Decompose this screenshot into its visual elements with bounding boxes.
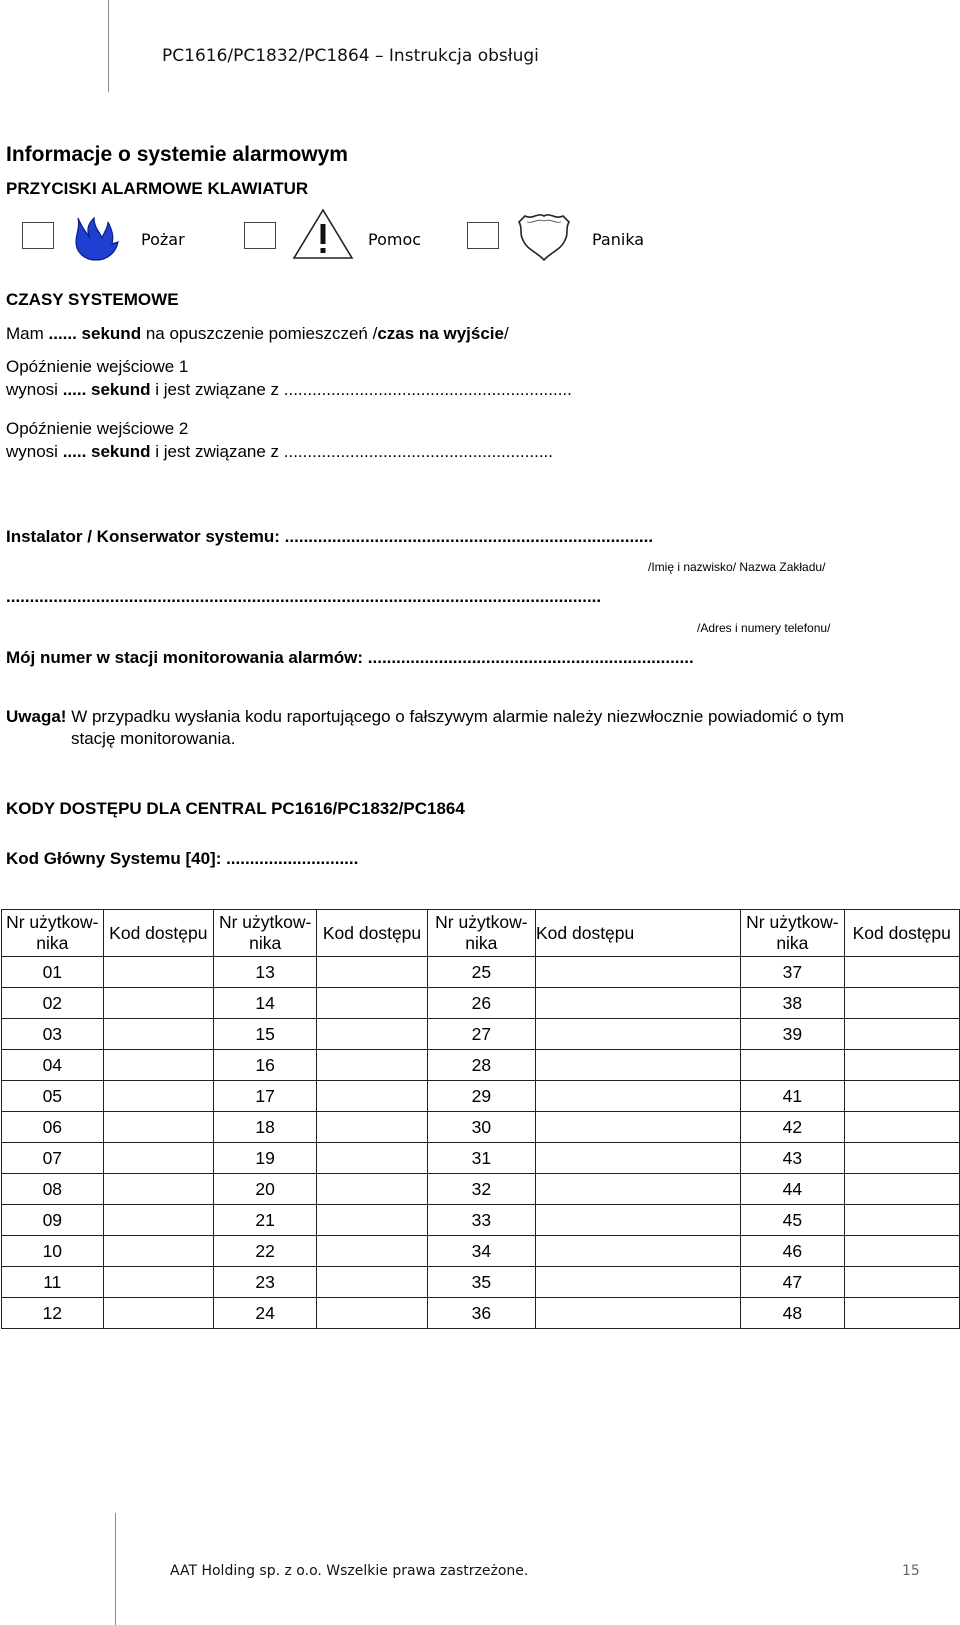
access-code-cell[interactable] (844, 1267, 960, 1298)
page-number: 15 (902, 1563, 920, 1579)
access-code-cell[interactable] (535, 1174, 740, 1205)
user-number-cell: 33 (427, 1205, 535, 1236)
access-code-header: Kod dostępu (317, 910, 427, 957)
access-code-cell[interactable] (317, 957, 427, 988)
user-number-cell: 16 (214, 1050, 317, 1081)
access-code-cell[interactable] (844, 957, 960, 988)
access-code-cell[interactable] (103, 1205, 213, 1236)
user-number-header: Nr użytkow- nika (2, 910, 104, 957)
access-code-cell[interactable] (535, 988, 740, 1019)
user-number-cell: 03 (2, 1019, 104, 1050)
user-number-cell: 43 (741, 1143, 844, 1174)
access-code-cell[interactable] (103, 1298, 213, 1329)
fire-label: Pożar (141, 230, 185, 249)
user-number-cell: 38 (741, 988, 844, 1019)
table-row (2, 1143, 960, 1174)
table-row (2, 1112, 960, 1143)
access-code-cell[interactable] (317, 1050, 427, 1081)
access-code-cell[interactable] (535, 1267, 740, 1298)
table-row (2, 1267, 960, 1298)
user-number-cell: 39 (741, 1019, 844, 1050)
page-title: Informacje o systemie alarmowym (6, 143, 348, 166)
user-number-cell: 47 (741, 1267, 844, 1298)
access-code-header: Kod dostępu (535, 910, 740, 957)
user-number-header: Nr użytkow- nika (741, 910, 844, 957)
user-number-cell: 41 (741, 1081, 844, 1112)
user-number-cell: 07 (2, 1143, 104, 1174)
table-row (2, 1050, 960, 1081)
table-row (2, 1205, 960, 1236)
user-number-cell: 37 (741, 957, 844, 988)
access-code-cell[interactable] (535, 1143, 740, 1174)
access-code-cell[interactable] (535, 1019, 740, 1050)
access-code-cell[interactable] (317, 1236, 427, 1267)
help-checkbox (244, 222, 276, 249)
access-code-cell[interactable] (317, 1112, 427, 1143)
user-number-cell: 31 (427, 1143, 535, 1174)
access-code-cell[interactable] (317, 1267, 427, 1298)
user-number-cell: 34 (427, 1236, 535, 1267)
page-header-title: PC1616/PC1832/PC1864 – Instrukcja obsługi (162, 46, 539, 66)
user-number-cell: 10 (2, 1236, 104, 1267)
access-code-cell[interactable] (317, 1143, 427, 1174)
master-code-line: Kod Główny Systemu [40]: ............................ (6, 849, 359, 868)
access-code-cell[interactable] (103, 988, 213, 1019)
access-code-cell[interactable] (317, 1205, 427, 1236)
access-code-cell[interactable] (103, 1019, 213, 1050)
monitoring-number-line: Mój numer w stacji monitorowania alarmów: ..................................................................... (6, 648, 694, 667)
access-code-cell[interactable] (535, 1298, 740, 1329)
panic-label: Panika (592, 230, 645, 249)
access-code-cell[interactable] (103, 1267, 213, 1298)
access-code-cell[interactable] (103, 1143, 213, 1174)
user-number-cell: 32 (427, 1174, 535, 1205)
entry-delay-1-title: Opóźnienie wejściowe 1 (6, 357, 189, 376)
user-number-cell: 09 (2, 1205, 104, 1236)
user-number-cell: 01 (2, 957, 104, 988)
user-number-cell: 22 (214, 1236, 317, 1267)
access-code-cell[interactable] (317, 1298, 427, 1329)
shield-badge-icon (515, 210, 573, 262)
user-number-cell: 35 (427, 1267, 535, 1298)
access-code-cell[interactable] (844, 1205, 960, 1236)
user-number-cell: 48 (741, 1298, 844, 1329)
user-number-header: Nr użytkow- nika (214, 910, 317, 957)
user-number-cell: 29 (427, 1081, 535, 1112)
user-number-cell: 08 (2, 1174, 104, 1205)
user-number-cell: 15 (214, 1019, 317, 1050)
access-code-cell[interactable] (844, 1298, 960, 1329)
header-divider (108, 0, 109, 92)
table-header-row (2, 910, 960, 957)
installer-address-line: .............................................................................................................................. (6, 587, 602, 606)
user-number-cell: 11 (2, 1267, 104, 1298)
access-code-cell[interactable] (844, 1050, 960, 1081)
table-row (2, 1019, 960, 1050)
installer-name-hint: /Imię i nazwisko/ Nazwa Zakładu/ (648, 560, 826, 574)
access-code-cell[interactable] (103, 957, 213, 988)
exit-time-line: Mam ...... sekund na opuszczenie pomieszczeń /czas na wyjście/ (6, 324, 509, 343)
user-number-cell: 23 (214, 1267, 317, 1298)
table-row (2, 1081, 960, 1112)
user-number-cell: 42 (741, 1112, 844, 1143)
panic-checkbox (467, 222, 499, 249)
access-code-cell[interactable] (844, 1236, 960, 1267)
user-number-cell: 25 (427, 957, 535, 988)
user-number-cell: 45 (741, 1205, 844, 1236)
table-row (2, 1174, 960, 1205)
user-number-header: Nr użytkow- nika (427, 910, 535, 957)
user-number-cell: 12 (2, 1298, 104, 1329)
warning-triangle-icon (292, 208, 354, 260)
user-number-cell: 05 (2, 1081, 104, 1112)
access-code-header: Kod dostępu (103, 910, 213, 957)
access-code-cell[interactable] (317, 1019, 427, 1050)
access-code-cell[interactable] (317, 1081, 427, 1112)
access-code-cell[interactable] (103, 1174, 213, 1205)
footer-company: AAT Holding sp. z o.o. Wszelkie prawa zastrzeżone. (170, 1563, 529, 1579)
warning-note: Uwaga! W przypadku wysłania kodu raportującego o fałszywym alarmie należy niezwłocznie powiadomić o tym (6, 707, 845, 726)
user-number-cell: 04 (2, 1050, 104, 1081)
entry-delay-2-title: Opóźnienie wejściowe 2 (6, 419, 189, 438)
fire-icon (72, 214, 124, 261)
access-code-cell[interactable] (535, 1205, 740, 1236)
help-label: Pomoc (368, 230, 422, 249)
system-times-heading: CZASY SYSTEMOWE (6, 290, 179, 309)
user-number-cell: 17 (214, 1081, 317, 1112)
user-number-cell: 46 (741, 1236, 844, 1267)
access-code-cell[interactable] (103, 1050, 213, 1081)
user-number-cell: 30 (427, 1112, 535, 1143)
installer-address-hint: /Adres i numery telefonu/ (697, 621, 831, 635)
access-codes-table (1, 909, 960, 1329)
access-code-header: Kod dostępu (844, 910, 960, 957)
alarm-buttons-heading: PRZYCISKI ALARMOWE KLAWIATUR (6, 179, 309, 198)
access-code-cell[interactable] (535, 1236, 740, 1267)
user-number-cell: 21 (214, 1205, 317, 1236)
user-number-cell: 26 (427, 988, 535, 1019)
access-code-cell[interactable] (317, 988, 427, 1019)
user-number-cell: 19 (214, 1143, 317, 1174)
access-code-cell[interactable] (535, 1081, 740, 1112)
access-code-cell[interactable] (844, 1143, 960, 1174)
user-number-cell: 14 (214, 988, 317, 1019)
access-code-cell[interactable] (103, 1236, 213, 1267)
access-code-cell[interactable] (844, 1112, 960, 1143)
user-number-cell: 36 (427, 1298, 535, 1329)
warning-note-continuation: stację monitorowania. (71, 729, 236, 748)
user-number-cell: 20 (214, 1174, 317, 1205)
user-number-cell: 44 (741, 1174, 844, 1205)
footer-divider (115, 1513, 116, 1625)
installer-line: Instalator / Konserwator systemu: .............................................................................. (6, 527, 654, 546)
entry-delay-1-line: wynosi ..... sekund i jest związane z ............................................................. (6, 380, 572, 399)
entry-delay-2-line: wynosi ..... sekund i jest związane z ......................................................... (6, 442, 553, 461)
access-code-cell[interactable] (535, 1112, 740, 1143)
access-code-cell[interactable] (844, 1019, 960, 1050)
access-code-cell[interactable] (535, 957, 740, 988)
table-row (2, 957, 960, 988)
user-number-cell: 28 (427, 1050, 535, 1081)
access-code-cell[interactable] (317, 1174, 427, 1205)
table-row (2, 1298, 960, 1329)
user-number-cell: 13 (214, 957, 317, 988)
user-number-cell: 18 (214, 1112, 317, 1143)
access-code-cell[interactable] (103, 1112, 213, 1143)
access-code-cell[interactable] (844, 1174, 960, 1205)
user-number-cell: 24 (214, 1298, 317, 1329)
user-number-cell: 27 (427, 1019, 535, 1050)
access-code-cell[interactable] (844, 1081, 960, 1112)
table-row (2, 988, 960, 1019)
user-number-cell: 06 (2, 1112, 104, 1143)
access-codes-heading: KODY DOSTĘPU DLA CENTRAL PC1616/PC1832/PC1864 (6, 799, 465, 818)
user-number-cell: 02 (2, 988, 104, 1019)
access-code-cell[interactable] (535, 1050, 740, 1081)
fire-checkbox (22, 222, 54, 249)
table-row (2, 1236, 960, 1267)
user-number-cell (741, 1050, 844, 1081)
access-code-cell[interactable] (103, 1081, 213, 1112)
access-code-cell[interactable] (844, 988, 960, 1019)
